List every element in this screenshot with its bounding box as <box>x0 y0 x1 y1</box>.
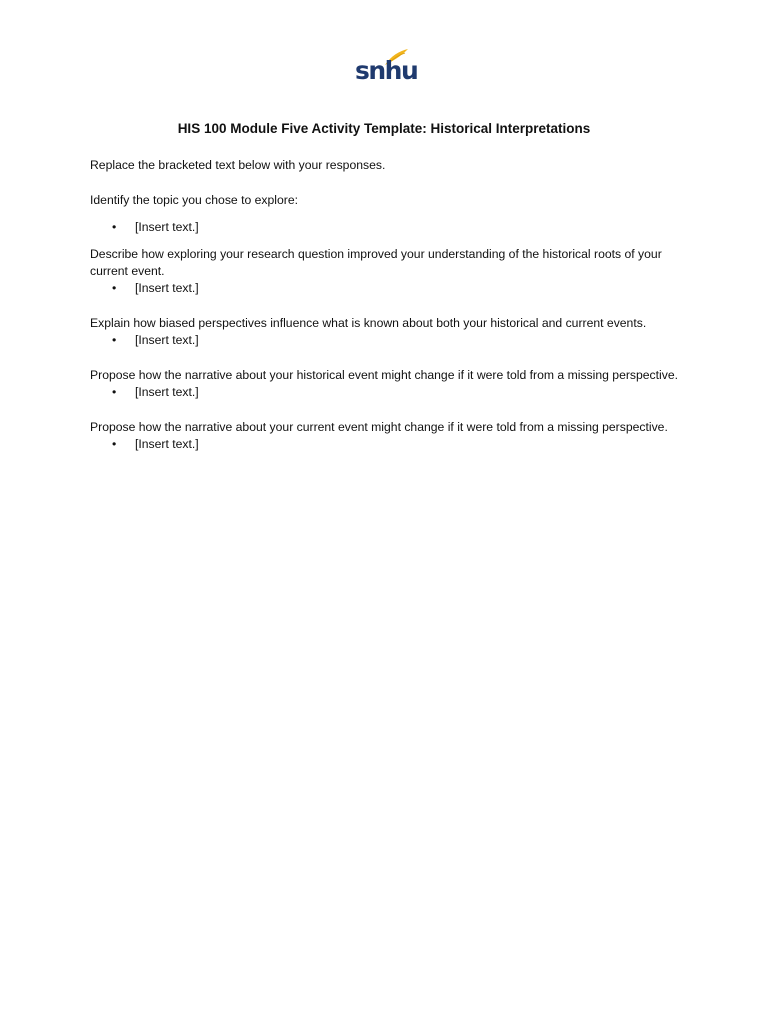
bullet-icon: • <box>112 281 117 295</box>
response-placeholder[interactable]: [Insert text.] <box>135 220 199 234</box>
list-item[interactable] <box>90 436 690 453</box>
snhu-logo <box>355 48 418 88</box>
instructions-text: Replace the bracketed text below with your responses. <box>90 158 386 172</box>
list-item[interactable] <box>90 280 690 297</box>
response-list <box>90 384 690 401</box>
response-list <box>90 280 690 297</box>
list-item[interactable] <box>90 219 690 236</box>
response-placeholder[interactable]: [Insert text.] <box>135 281 199 295</box>
bullet-icon: • <box>112 333 117 347</box>
response-list <box>90 219 690 236</box>
document-body <box>90 157 690 453</box>
response-placeholder[interactable]: [Insert text.] <box>135 333 199 347</box>
list-item[interactable] <box>90 332 690 349</box>
response-list <box>90 436 690 453</box>
bullet-icon: • <box>112 220 117 234</box>
response-placeholder[interactable]: [Insert text.] <box>135 385 199 399</box>
list-item[interactable] <box>90 384 690 401</box>
section-prompt: Propose how the narrative about your current event might change if it were told from a missing perspective. <box>90 420 668 434</box>
section-prompt: Propose how the narrative about your historical event might change if it were told from a missing perspective. <box>90 368 678 382</box>
section-prompt: Describe how exploring your research question improved your understanding of the historical roots of your current event. <box>90 247 662 278</box>
bullet-icon: • <box>112 385 117 399</box>
response-list <box>90 332 690 349</box>
bullet-icon: • <box>112 437 117 451</box>
section-prompt: Identify the topic you chose to explore: <box>90 193 298 207</box>
page-title: HIS 100 Module Five Activity Template: Historical Interpretations <box>177 121 591 136</box>
response-placeholder[interactable]: [Insert text.] <box>135 437 199 451</box>
section-prompt: Explain how biased perspectives influence what is known about both your historical and current events. <box>90 316 647 330</box>
logo-wordmark: snhu <box>355 56 418 85</box>
